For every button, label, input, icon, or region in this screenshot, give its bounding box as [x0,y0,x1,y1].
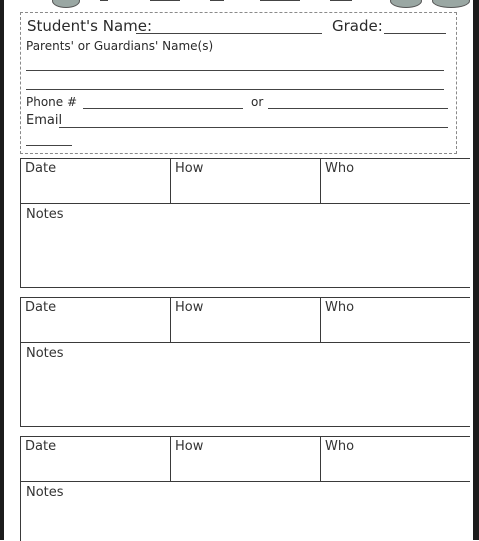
contact-entry-3 [20,436,470,540]
right-clipart-image-2 [432,0,470,8]
page-border-left [0,0,4,540]
right-clipart-image [390,0,422,8]
header-decoration [40,0,470,8]
who-label: Who [325,439,355,454]
student-info-box [20,12,457,154]
email-line-1[interactable] [59,127,448,128]
entry-header-row [20,158,470,204]
grade-line[interactable] [384,33,446,34]
left-clipart-image [52,0,80,8]
how-label: How [175,161,204,176]
parents-line-2[interactable] [26,89,444,90]
date-label: Date [25,300,57,315]
contact-entry-2 [20,297,470,427]
or-label: or [251,95,264,109]
grade-label: Grade: [332,17,383,35]
notes-label: Notes [26,346,64,361]
who-label: Who [325,300,355,315]
how-label: How [175,439,204,454]
entry-header-row [20,297,470,343]
notes-box[interactable] [20,342,470,427]
notes-label: Notes [26,207,64,222]
notes-box[interactable] [20,481,470,541]
who-label: Who [325,161,355,176]
phone-label: Phone # [26,95,78,109]
date-label: Date [25,439,57,454]
entry-header-row [20,436,470,482]
parents-line-1[interactable] [26,70,444,71]
how-label: How [175,300,204,315]
contact-entry-1 [20,158,470,288]
page-border-right [473,0,479,540]
student-name-line[interactable] [136,33,322,34]
email-line-2[interactable] [26,145,72,146]
notes-label: Notes [26,485,64,500]
date-label: Date [25,161,57,176]
phone-line-2[interactable] [268,108,448,109]
phone-line-1[interactable] [83,108,243,109]
student-name-label: Student's Name: [27,17,153,35]
email-label: Email [26,113,63,128]
parents-label: Parents' or Guardians' Name(s) [26,39,214,53]
notes-box[interactable] [20,203,470,288]
